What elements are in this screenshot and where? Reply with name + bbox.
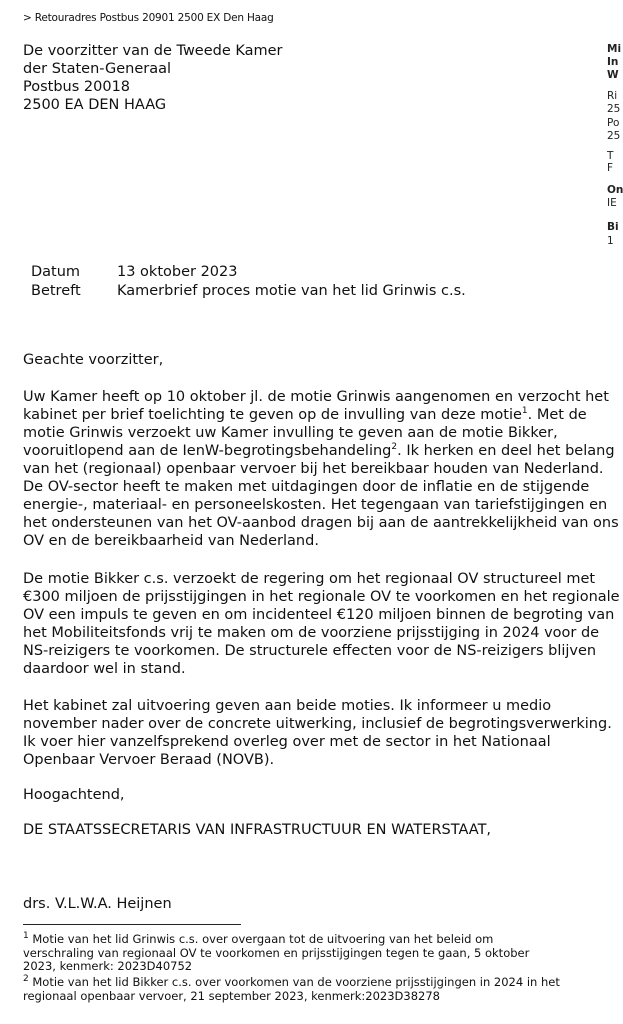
paragraph-1 bbox=[23, 388, 619, 550]
paragraph-line: De motie Bikker c.s. verzoekt de regering om het regionaal OV structureel met bbox=[23, 571, 596, 587]
paragraph-line: Ik voer hier vanzelfsprekend overleg over met de sector in het Nationaal bbox=[23, 734, 551, 750]
paragraph-line: Uw Kamer heeft op 10 oktober jl. de motie Grinwis aangenomen en verzocht het bbox=[23, 389, 609, 405]
sidebar-fragment: 25 bbox=[607, 103, 621, 115]
paragraph-line: De OV-sector heeft te maken met uitdagingen door de inflatie en de stijgende bbox=[23, 479, 590, 495]
sidebar-fragment: Po bbox=[607, 117, 620, 129]
sidebar-fragment: Bi bbox=[607, 221, 619, 233]
footnote-marker: 1 bbox=[23, 931, 29, 942]
return-address: > Retouradres Postbus 20901 2500 EX Den Haag bbox=[23, 12, 274, 24]
footnote-marker: 2 bbox=[23, 974, 29, 985]
sidebar-fragment: T bbox=[607, 150, 614, 162]
date-label: Datum bbox=[31, 264, 81, 280]
sidebar-fragment: Mi bbox=[607, 43, 622, 55]
paragraph-line: €300 miljoen de prijsstijgingen in het regionale OV te voorkomen en het regionale bbox=[23, 589, 620, 605]
date-value: 13 oktober 2023 bbox=[117, 264, 238, 280]
paragraph-line: NS-reizigers te voorkomen. De structurele effecten voor de NS-reizigers blijven bbox=[23, 643, 597, 659]
line-text: kabinet per brief toelichting te geven op de invulling van deze motie bbox=[23, 407, 522, 423]
footnote-text: Motie van het lid Bikker c.s. over voorkomen van de voorziene prijsstijgingen in 2024 in het bbox=[28, 975, 560, 989]
paragraph-line bbox=[23, 406, 603, 424]
paragraph-line: energie-, materiaal- en personeelskosten. Het tegengaan van tariefstijgingen en bbox=[23, 497, 608, 513]
subject-value: Kamerbrief proces motie van het lid Grinwis c.s. bbox=[117, 283, 466, 299]
sidebar-fragment: Ri bbox=[607, 90, 618, 102]
line-text: vooruitlopend aan de IenW-begrotingsbehandeling bbox=[23, 443, 392, 459]
footnote-line bbox=[23, 933, 529, 947]
footnote-line bbox=[23, 976, 560, 990]
recipient-line: der Staten-Generaal bbox=[23, 61, 172, 77]
paragraph-line: van het (regionaal) openbaar vervoer bij het bereikbaar houden van Nederland. bbox=[23, 461, 604, 477]
paragraph-line: daardoor wel in stand. bbox=[23, 661, 186, 677]
paragraph-3 bbox=[23, 697, 612, 769]
signatory: drs. V.L.W.A. Heijnen bbox=[23, 896, 172, 912]
paragraph-line: motie Grinwis verzoekt uw Kamer invulling te geven aan de motie Bikker, bbox=[23, 425, 558, 441]
sidebar-fragment: W bbox=[607, 69, 619, 81]
sidebar-fragment: In bbox=[607, 56, 619, 68]
salutation: Geachte voorzitter, bbox=[23, 352, 164, 368]
subject-label: Betreft bbox=[31, 283, 81, 299]
footnote-1 bbox=[23, 933, 529, 974]
recipient-line: De voorzitter van de Tweede Kamer bbox=[23, 43, 283, 59]
footnote-2 bbox=[23, 976, 560, 1003]
paragraph-line: OV en de bereikbaarheid van Nederland. bbox=[23, 533, 319, 549]
closing: Hoogachtend, bbox=[23, 787, 125, 803]
footnote-text: Motie van het lid Grinwis c.s. over overgaan tot de uitvoering van het beleid om bbox=[28, 932, 494, 946]
footnote-ref-1[interactable]: 1 bbox=[521, 406, 528, 417]
footnote-line: 2023, kenmerk: 2023D40752 bbox=[23, 959, 193, 973]
footnote-divider bbox=[23, 924, 241, 925]
paragraph-line: het Mobiliteitsfonds vrij te maken om de voorziene prijsstijging in 2024 voor de bbox=[23, 625, 600, 641]
paragraph-line: Openbaar Vervoer Beraad (NOVB). bbox=[23, 752, 275, 768]
recipient-line: 2500 EA DEN HAAG bbox=[23, 97, 167, 113]
footnote-ref-2[interactable]: 2 bbox=[391, 442, 398, 453]
line-text: . Ik herken en deel het belang bbox=[397, 443, 615, 459]
paragraph-line bbox=[23, 442, 615, 460]
paragraph-line: Het kabinet zal uitvoering geven aan beide moties. Ik informeer u medio bbox=[23, 698, 552, 714]
sidebar-fragment: On bbox=[607, 184, 623, 196]
recipient-line: Postbus 20018 bbox=[23, 79, 131, 95]
sender-title: DE STAATSSECRETARIS VAN INFRASTRUCTUUR EN WATERSTAAT, bbox=[23, 822, 492, 838]
sidebar-fragment: 25 bbox=[607, 130, 621, 142]
paragraph-2 bbox=[23, 570, 620, 678]
sidebar-fragment: 1 bbox=[607, 235, 614, 247]
paragraph-line: OV een impuls te geven en om incidenteel €120 miljoen binnen de begroting van bbox=[23, 607, 615, 623]
sidebar-fragment: F bbox=[607, 162, 614, 174]
footnote-line: verschraling van regionaal OV te voorkomen en prijsstijgingen tegen te gaan, 5 oktober bbox=[23, 945, 530, 960]
recipient-address bbox=[23, 42, 283, 114]
paragraph-line: november nader over de concrete uitwerking, inclusief de begrotingsverwerking. bbox=[23, 716, 612, 732]
line-text: . Met de bbox=[527, 407, 587, 423]
paragraph-line: het ondersteunen van het OV-aanbod dragen bij aan de aantrekkelijkheid van ons bbox=[23, 515, 619, 531]
footnote-line: regionaal openbaar vervoer, 21 september 2023, kenmerk:2023D38278 bbox=[23, 988, 440, 1003]
sidebar-fragment: IE bbox=[607, 197, 617, 209]
